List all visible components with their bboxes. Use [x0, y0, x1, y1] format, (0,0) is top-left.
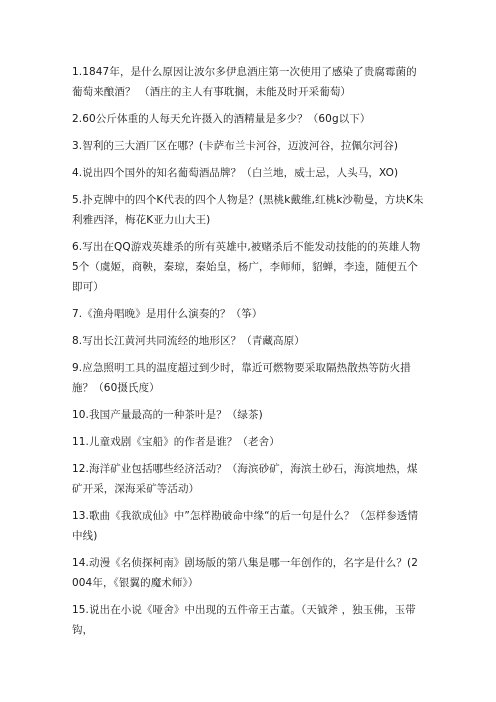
question-13: 13.歌曲《我欲成仙》中”怎样勘破命中缘“的后一句是什么？（怎样参透情中线) — [72, 510, 419, 542]
question-14: 14.动漫《名侦探柯南》剧场版的第八集是哪一年创作的，名字是什么？(2004年，《银翼的魔术师》） — [72, 557, 418, 589]
question-15: 15.说出在小说《哑舍》中出现的五件帝王古董。（天钺斧 ，独玉佛，玉带钩， — [72, 604, 416, 636]
question-3: 3.智利的三大酒厂区在哪？(卡萨布兰卡河谷，迈波河谷，拉佩尔河谷) — [72, 140, 399, 152]
question-4: 4.说出四个国外的知名葡萄酒品牌？（白兰地，威士忌，人头马，XO) — [72, 167, 399, 179]
question-11: 11.儿童戏剧《宝船》的作者是谁？（老舍） — [72, 436, 280, 448]
question-1: 1.1847年，是什么原因让波尔多伊息酒庄第一次使用了感染了贵腐霉菌的葡萄来酿酒？ （酒庄的主人有事耽搁，未能及时开采葡萄） — [72, 66, 417, 98]
question-9: 9.应急照明工具的温度超过到少时，靠近可燃物要采取隔热散热等防火措施？（60摄氏度） — [72, 362, 411, 394]
question-8: 8.写出长江黄河共同流经的地形区？（青藏高原） — [72, 335, 305, 347]
question-6: 6.写出在QQ游戏英雄杀的所有英雄中,被赌杀后不能发动技能的的英雄人物5个（虞姬，商鞅，秦琼，秦始皇，杨广，李师师，貂蝉，李逵，随便五个即可） — [72, 241, 421, 293]
question-5: 5.扑克牌中的四个K代表的四个人物是？(黑桃k戴维,红桃k沙勒曼，方块K朱利雅西泽，梅花K亚力山大王) — [72, 194, 424, 226]
question-10: 10.我国产量最高的一种茶叶是？（绿茶) — [72, 409, 263, 421]
question-7: 7.《渔舟唱晚》是用什么演奏的？（筝） — [72, 308, 263, 320]
question-12: 12.海洋矿业包括哪些经济活动？（海滨砂矿，海滨土砂石，海滨地热，煤矿开采，深海采矿等活动） — [72, 463, 418, 495]
question-2: 2.60公斤体重的人每天允许摄入的酒精量是多少？（60g以下） — [72, 113, 371, 125]
quiz-page — [72, 62, 424, 647]
